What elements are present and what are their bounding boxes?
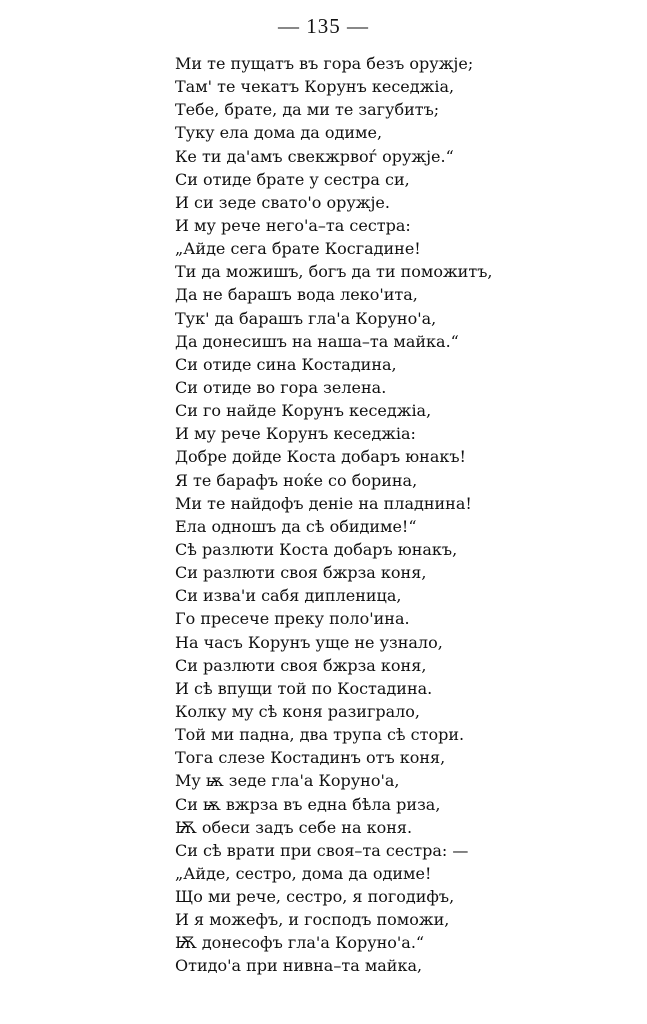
- verse-line: Ке ти да'амъ свекжрвоѓ оружје.“: [175, 146, 454, 166]
- verse-line: Ѭ донесофъ гла'а Коруно'а.“: [175, 933, 425, 953]
- verse-line: Тебе, брате, да ми те загубитъ;: [175, 100, 440, 120]
- verse-line: Що ми рече, сестро, я погодифъ,: [175, 887, 455, 907]
- verse-line: И сѣ впущи той по Костадина.: [175, 678, 433, 698]
- verse-line: Си разлюти своя бжрза коня,: [175, 655, 427, 675]
- verse-line: И си зеде свато'о оружје.: [175, 192, 390, 212]
- verse-line: Ела одношъ да сѣ обидиме!“: [175, 516, 417, 536]
- verse-line: „Айде, сестро, дома да одиме!: [175, 863, 432, 883]
- verse-line: Ми те пущатъ въ гора безъ оружје;: [175, 54, 474, 73]
- verse-line: Си разлюти своя бжрза коня,: [175, 563, 427, 583]
- verse-line: Му ѭ зеде гла'а Коруно'а,: [175, 771, 400, 791]
- verse-line: Сѣ разлюти Коста добаръ юнакъ,: [175, 539, 458, 559]
- verse-line: „Айде сега брате Косгадине!: [175, 239, 421, 259]
- verse-line: Да не барашъ вода леко'ита,: [175, 285, 418, 305]
- verse-line: Я те барафъ ноќе со борина,: [175, 470, 418, 490]
- verse-line: И му рече него'а–та сестра:: [175, 215, 411, 235]
- verse-line: Добре дойде Коста добаръ юнакъ!: [175, 447, 466, 467]
- verse-line: Тога слезе Костадинъ отъ коня,: [175, 748, 446, 768]
- verse-line: И я можефъ, и господъ поможи,: [175, 910, 450, 930]
- verse-line: Тук' да барашъ гла'а Коруно'а,: [175, 308, 437, 328]
- verse-line: Ми те найдофъ деніе на пладнина!: [175, 493, 472, 513]
- verse-line: Там' те чекатъ Корунъ кеседжіа,: [175, 77, 455, 97]
- verse-line: Си го найде Корунъ кеседжіа,: [175, 401, 432, 421]
- verse-line: Го пресече преку поло'ина.: [175, 609, 410, 629]
- verse-line: Колку му сѣ коня разиграло,: [175, 701, 421, 721]
- verse-line: Си сѣ врати при своя–та сестра: —: [175, 840, 469, 860]
- verse-line: И му рече Корунъ кеседжіа:: [175, 424, 416, 444]
- verse-line: На часъ Корунъ уще не узнало,: [175, 632, 443, 652]
- verse-line: Отидо'а при нивна–та майка,: [175, 956, 423, 976]
- verse-line: Си отиде сина Костадина,: [175, 354, 397, 374]
- verse-line: Си отиде во гора зелена.: [175, 377, 387, 397]
- poem-verse: [175, 52, 615, 978]
- verse-line: Ѭ обеси задъ себе на коня.: [175, 817, 413, 837]
- verse-line: Да донесишъ на наша–та майка.“: [175, 331, 459, 351]
- verse-line: Си ѭ вжрза въ една бѣла риза,: [175, 794, 441, 814]
- verse-line: Си изва'и сабя дипленица,: [175, 586, 402, 606]
- page-number: — 135 —: [278, 14, 369, 38]
- verse-line: Той ми падна, два трупа сѣ стори.: [175, 725, 465, 745]
- verse-line: Си отиде брате у сестра си,: [175, 169, 410, 189]
- verse-line: Туку ела дома да одиме,: [175, 123, 383, 143]
- verse-line: Ти да можишъ, богъ да ти поможитъ,: [175, 262, 493, 282]
